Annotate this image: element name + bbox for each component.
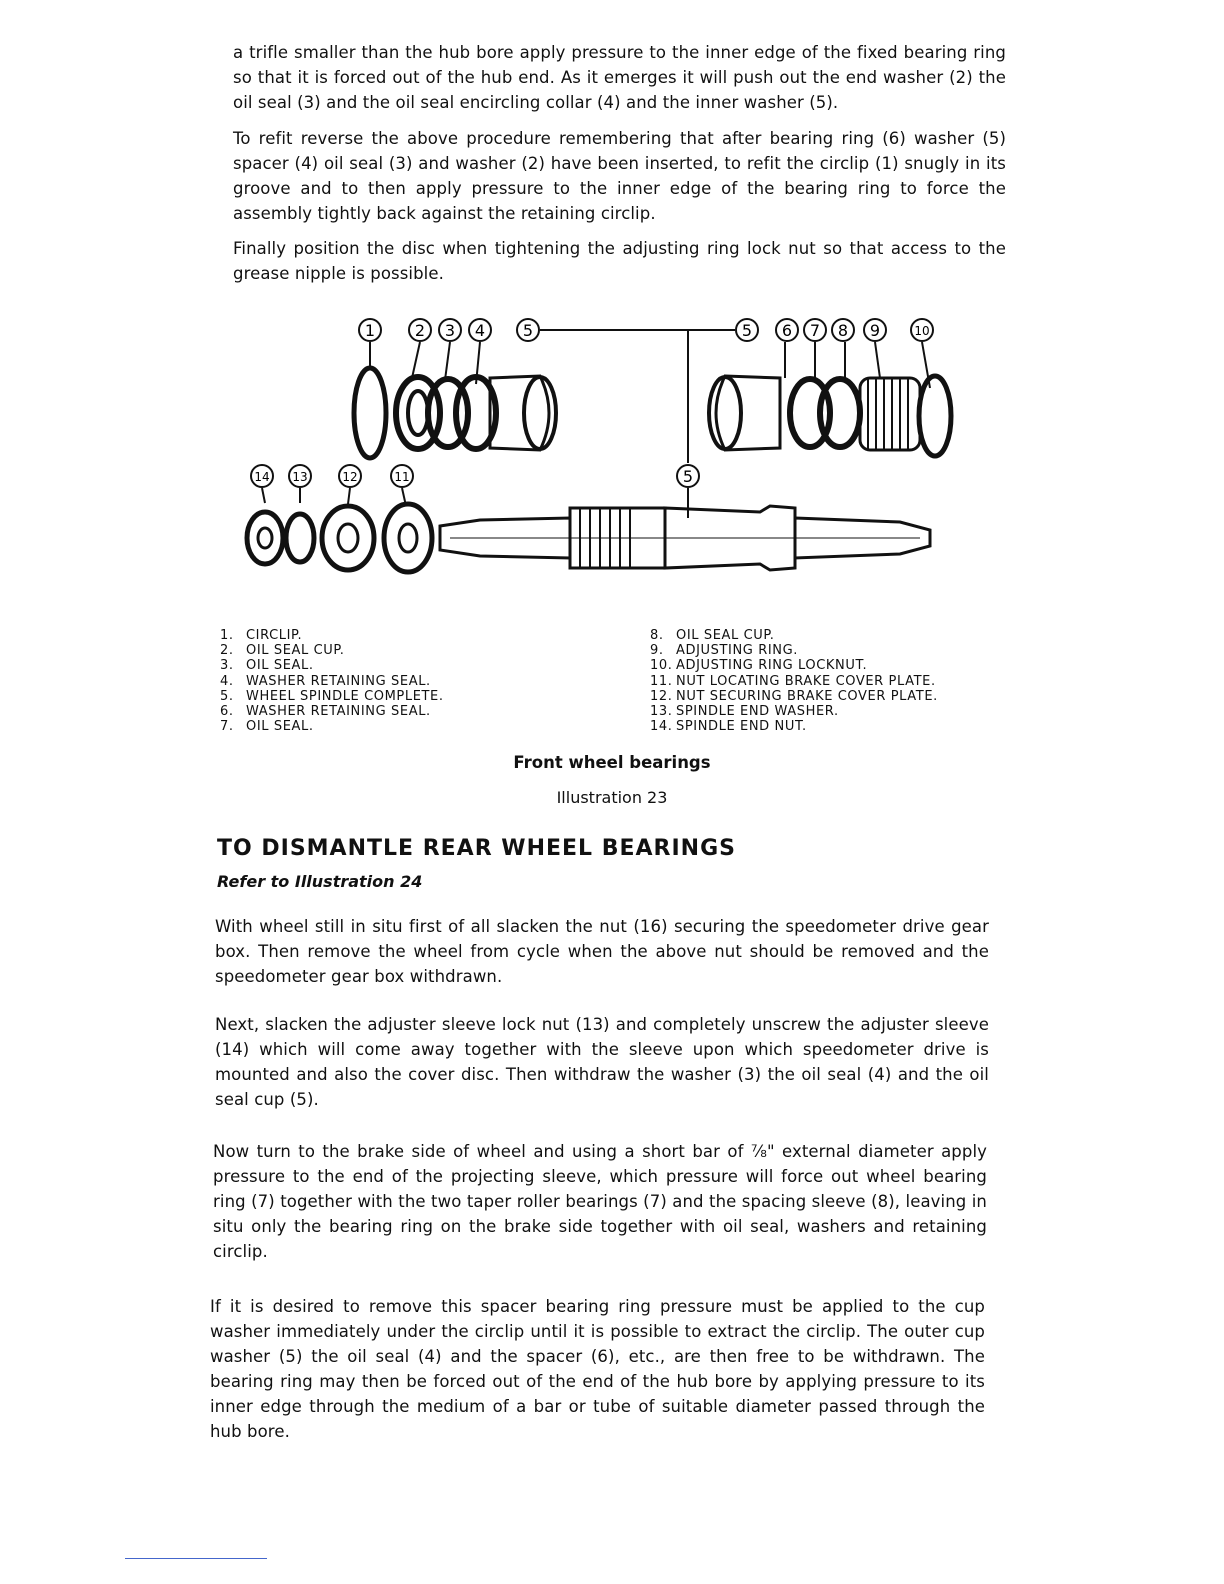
legend-item: 8. OIL SEAL CUP.	[650, 628, 775, 643]
legend-item: 10. ADJUSTING RING LOCKNUT.	[650, 658, 868, 674]
svg-text:6: 6	[781, 321, 793, 340]
callout-13	[289, 465, 311, 487]
footnote-divider	[125, 1558, 267, 1559]
paragraph-speedometer-removal: With wheel still in situ first of all slacken the nut (16) securing the speedometer drive gear box. Then remove the wheel from cycle when the above nut should be removed and the speedometer gear box withdrawn.	[215, 917, 989, 986]
callout-12	[339, 465, 361, 487]
svg-text:12: 12	[342, 470, 358, 484]
legend-item: 6. WASHER RETAINING SEAL.	[220, 704, 431, 720]
figure-caption-number: Illustration 23	[556, 788, 668, 807]
svg-text:14: 14	[254, 470, 270, 484]
legend-item: 4. WASHER RETAINING SEAL.	[220, 673, 431, 689]
svg-text:7: 7	[809, 321, 821, 340]
illustration-reference: Refer to Illustration 24	[217, 872, 423, 891]
legend-item: 11. NUT LOCATING BRAKE COVER PLATE.	[650, 673, 936, 689]
callout-6	[776, 319, 798, 341]
svg-text:2: 2	[414, 321, 426, 340]
svg-text:5: 5	[741, 321, 753, 340]
svg-text:11: 11	[394, 470, 410, 484]
svg-text:13: 13	[292, 470, 308, 484]
figure-caption-title: Front wheel bearings	[513, 753, 711, 772]
svg-text:10: 10	[914, 324, 930, 338]
svg-text:5: 5	[522, 321, 534, 340]
callout-5-left	[517, 319, 539, 341]
callout-14	[251, 465, 273, 487]
svg-text:8: 8	[837, 321, 849, 340]
callout-5-spindle	[677, 465, 699, 487]
legend-item: 3. OIL SEAL.	[220, 658, 314, 674]
paragraph-spacer-bearing-ring: If it is desired to remove this spacer bearing ring pressure must be applied to the cup washer immediately under the circlip until it is possible to extract the circlip. The outer cup washer (5) the oil seal (4) and the spacer (6), etc., are then free to be withdrawn. The bearing ring may then be forced out of the end of the hub bore by applying pressure to its inner edge through the medium of a bar or tube of suitable diameter passed through the hub bore.	[210, 1297, 985, 1441]
callout-7	[804, 319, 826, 341]
svg-text:5: 5	[682, 467, 694, 486]
callout-8	[832, 319, 854, 341]
front-wheel-bearing-diagram	[240, 308, 960, 598]
legend-item: 7. OIL SEAL.	[220, 719, 314, 735]
paragraph-adjuster-sleeve: Next, slacken the adjuster sleeve lock nut (13) and completely unscrew the adjuster sleeve (14) which will come away together with the sleeve upon which speedometer drive is mounted and also the cover disc. Then withdraw the washer (3) the oil seal (4) and the oil seal cup (5).	[215, 1015, 989, 1109]
paragraph-position-disc: Finally position the disc when tightening the adjusting ring lock nut so that access to the grease nipple is possible.	[233, 239, 1006, 283]
legend-item: 14. SPINDLE END NUT.	[650, 719, 807, 735]
legend-item: 2. OIL SEAL CUP.	[220, 643, 345, 659]
svg-text:9: 9	[869, 321, 881, 340]
legend-left	[220, 628, 600, 734]
paragraph-brake-side: Now turn to the brake side of wheel and using a short bar of ⅞" external diameter apply pressure to the end of the projecting sleeve, which pressure will force out wheel bearing ring (7) together with the two taper roller bearings (7) and the spacing sleeve (8), leaving in situ only the bearing ring on the brake side together with oil seal, washers and retaining circlip.	[213, 1142, 987, 1261]
callout-10	[911, 319, 933, 341]
callout-1	[359, 319, 381, 341]
svg-text:1: 1	[364, 321, 376, 340]
paragraph-bearing-removal: a trifle smaller than the hub bore apply pressure to the inner edge of the fixed bearing ring so that it is forced out of the hub end. As it emerges it will push out the end washer (2) the oil seal (3) and the oil seal encircling collar (4) and the inner washer (5).	[233, 43, 1006, 112]
paragraph-refit-procedure: To refit reverse the above procedure remembering that after bearing ring (6) washer (5) spacer (4) oil seal (3) and washer (2) have been inserted, to refit the circlip (1) snugly in its groove and to then apply pressure to the inner edge of the bearing ring to force the assembly tightly back against the retaining circlip.	[233, 129, 1006, 223]
svg-text:4: 4	[474, 321, 486, 340]
callout-11	[391, 465, 413, 487]
callout-4	[469, 319, 491, 341]
section-heading: TO DISMANTLE REAR WHEEL BEARINGS	[217, 836, 736, 861]
legend-item: 13. SPINDLE END WASHER.	[650, 704, 839, 720]
legend-item: 12. NUT SECURING BRAKE COVER PLATE.	[650, 688, 938, 704]
legend-item: 1. CIRCLIP.	[220, 628, 303, 643]
callout-9	[864, 319, 886, 341]
callout-3	[439, 319, 461, 341]
callout-2	[409, 319, 431, 341]
callout-5-right	[736, 319, 758, 341]
svg-text:3: 3	[444, 321, 456, 340]
legend-item: 5. WHEEL SPINDLE COMPLETE.	[220, 688, 444, 704]
legend-item: 9. ADJUSTING RING.	[650, 643, 799, 659]
legend-right	[650, 628, 1010, 734]
